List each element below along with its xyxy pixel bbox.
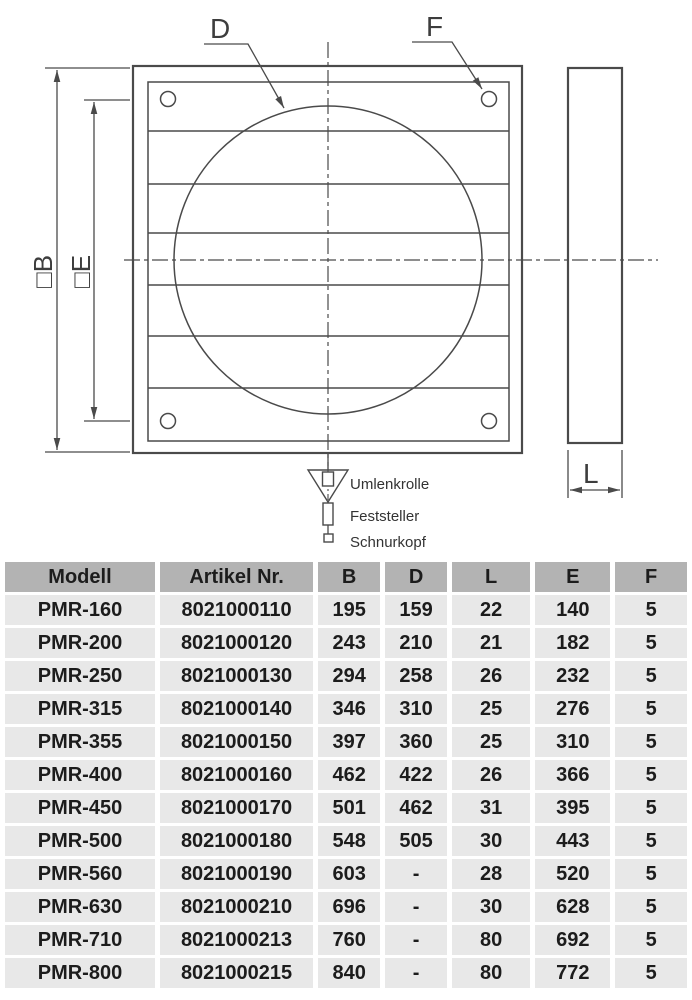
dim-label-E: □E [66,254,96,288]
table-cell: 8021000213 [160,925,313,955]
table-cell: - [385,925,447,955]
table-cell: 501 [318,793,380,823]
table-row [5,661,687,691]
table-cell: 346 [318,694,380,724]
table-cell: - [385,958,447,988]
table-cell: 30 [452,826,530,856]
table-cell: 395 [535,793,610,823]
table-cell: 258 [385,661,447,691]
table-cell: PMR-250 [5,661,155,691]
table-cell: 26 [452,760,530,790]
table-row [5,694,687,724]
table-cell: 8021000160 [160,760,313,790]
table-cell: PMR-710 [5,925,155,955]
table-cell: 5 [615,661,687,691]
table-cell: 140 [535,595,610,625]
table-cell: 80 [452,925,530,955]
column-header: D [385,562,447,592]
table-row [5,595,687,625]
table-cell: 8021000210 [160,892,313,922]
table-cell: 422 [385,760,447,790]
table-cell: 8021000130 [160,661,313,691]
table-cell: 628 [535,892,610,922]
table-cell: 505 [385,826,447,856]
table-cell: 5 [615,859,687,889]
table-cell: 5 [615,727,687,757]
table-cell: 5 [615,925,687,955]
column-header: E [535,562,610,592]
pulley-roller [323,472,334,486]
table-cell: 5 [615,628,687,658]
table-cell: 30 [452,892,530,922]
table-cell: 5 [615,892,687,922]
table-cell: 28 [452,859,530,889]
table-cell: 5 [615,694,687,724]
table-cell: 232 [535,661,610,691]
table-cell: 159 [385,595,447,625]
table-cell: 182 [535,628,610,658]
cord-head-body [324,534,333,542]
table-row [5,826,687,856]
table-cell: 8021000170 [160,793,313,823]
table-cell: PMR-160 [5,595,155,625]
table-cell: PMR-355 [5,727,155,757]
spec-table-section [0,559,692,991]
table-cell: PMR-500 [5,826,155,856]
table-cell: PMR-200 [5,628,155,658]
table-cell: 462 [318,760,380,790]
table-cell: 8021000120 [160,628,313,658]
table-cell: 8021000110 [160,595,313,625]
table-cell: PMR-560 [5,859,155,889]
table-cell: 310 [535,727,610,757]
column-header: B [318,562,380,592]
dim-label-F: F [426,11,444,42]
table-cell: 276 [535,694,610,724]
table-cell: 31 [452,793,530,823]
table-cell: 760 [318,925,380,955]
lock-body [323,503,333,525]
table-row [5,925,687,955]
table-cell: 548 [318,826,380,856]
table-header-row [5,562,687,592]
table-cell: 22 [452,595,530,625]
table-cell: PMR-400 [5,760,155,790]
table-cell: 772 [535,958,610,988]
table-cell: PMR-800 [5,958,155,988]
table-cell: 5 [615,793,687,823]
table-cell: 5 [615,958,687,988]
table-row [5,727,687,757]
table-cell: 366 [535,760,610,790]
front-view [124,42,658,466]
spec-table [0,559,692,991]
table-cell: 8021000180 [160,826,313,856]
dim-label-L: L [583,458,599,489]
table-cell: 310 [385,694,447,724]
table-cell: - [385,892,447,922]
table-cell: 696 [318,892,380,922]
table-cell: 443 [535,826,610,856]
center-lines [124,42,658,466]
table-cell: 25 [452,694,530,724]
table-row [5,859,687,889]
column-header: L [452,562,530,592]
table-cell: 80 [452,958,530,988]
column-header: Modell [5,562,155,592]
table-cell: 8021000140 [160,694,313,724]
table-cell: 520 [535,859,610,889]
table-cell: PMR-450 [5,793,155,823]
table-cell: 8021000215 [160,958,313,988]
table-cell: 360 [385,727,447,757]
table-row [5,793,687,823]
table-cell: 25 [452,727,530,757]
table-row [5,892,687,922]
table-row [5,958,687,988]
lock-label: Feststeller [350,508,420,525]
column-header: F [615,562,687,592]
table-cell: 397 [318,727,380,757]
table-cell: - [385,859,447,889]
table-cell: 210 [385,628,447,658]
table-cell: 5 [615,595,687,625]
table-row [5,760,687,790]
table-cell: 8021000150 [160,727,313,757]
table-cell: 294 [318,661,380,691]
table-cell: PMR-315 [5,694,155,724]
leader-D [204,44,284,108]
column-header: Artikel Nr. [160,562,313,592]
table-row [5,628,687,658]
dim-label-D: D [210,13,231,44]
table-cell: 462 [385,793,447,823]
pulley-label: Umlenkrolle [350,476,430,493]
table-cell: 5 [615,826,687,856]
table-cell: 195 [318,595,380,625]
table-cell: 603 [318,859,380,889]
table-cell: 692 [535,925,610,955]
table-cell: 26 [452,661,530,691]
table-cell: 21 [452,628,530,658]
dim-label-B: □B [28,254,58,288]
table-cell: 243 [318,628,380,658]
side-view [568,68,622,443]
table-cell: 840 [318,958,380,988]
table-cell: PMR-630 [5,892,155,922]
table-cell: 5 [615,760,687,790]
cord-head-label: Schnurkopf [350,534,426,551]
cord-assembly [308,453,348,542]
table-cell: 8021000190 [160,859,313,889]
